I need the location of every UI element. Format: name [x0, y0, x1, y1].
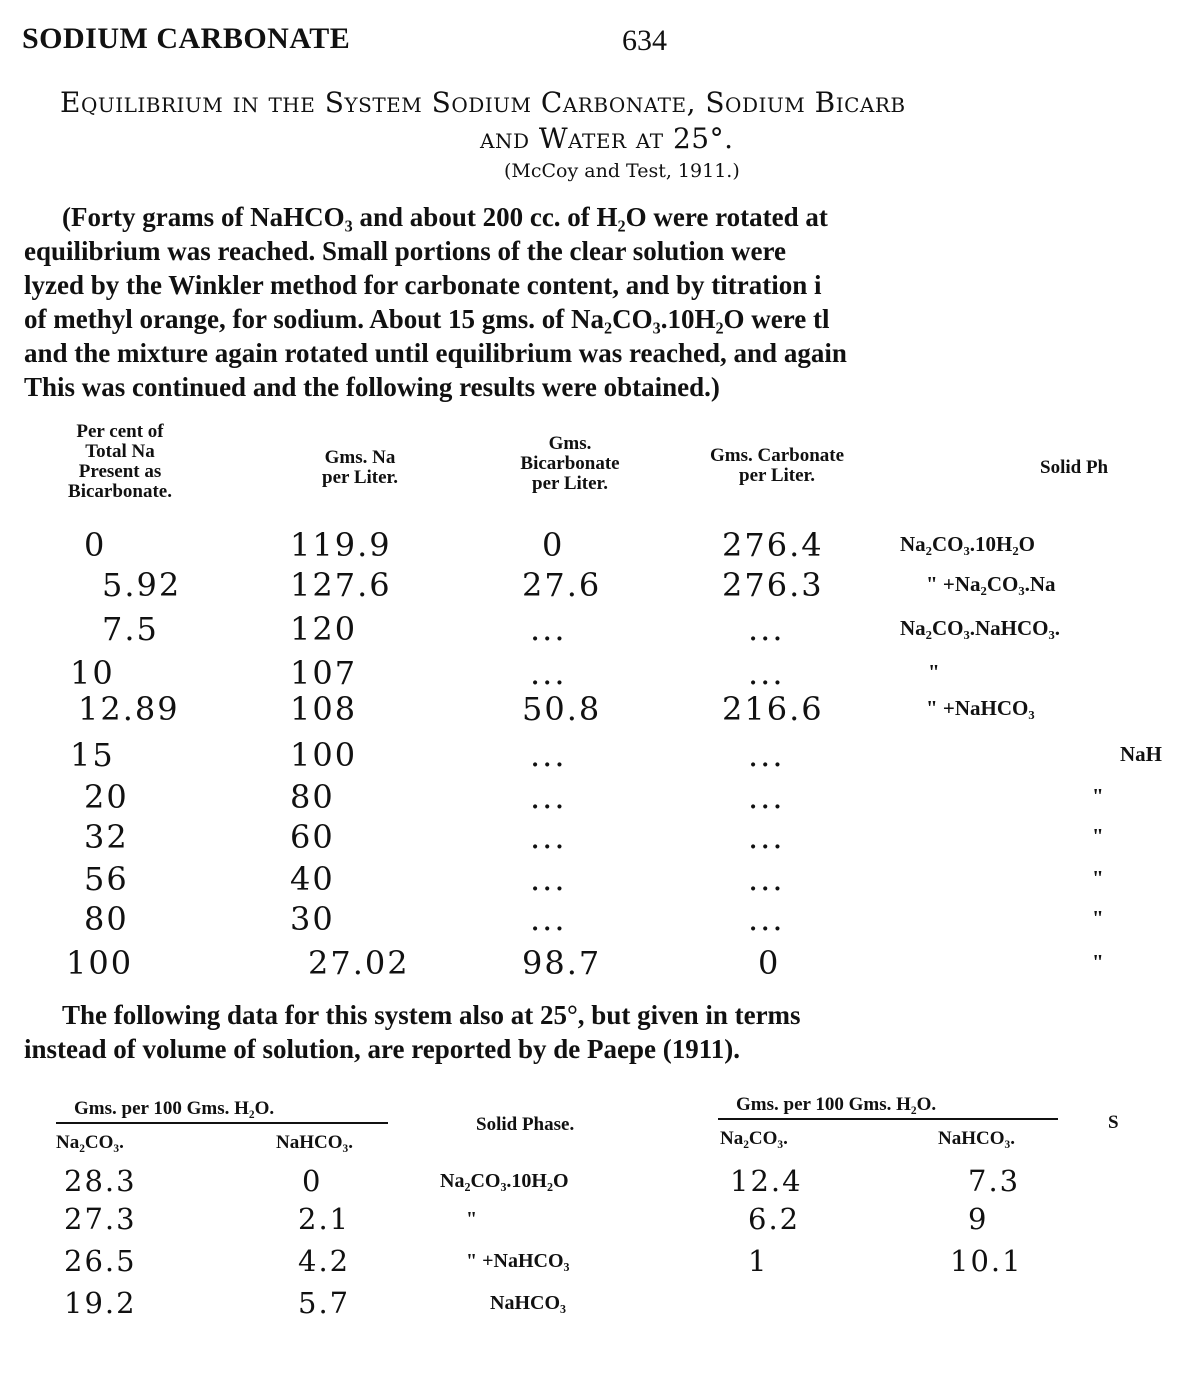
intro-line: of methyl orange, for sodium. About 15 gms. of Na₂CO₃.10H₂O were tl: [24, 304, 830, 334]
cell-carb: ...: [748, 736, 785, 774]
header-line: Present as: [78, 461, 162, 482]
t2-left-a: 28.3: [64, 1164, 137, 1198]
para2-line: The following data for this system also at 25°, but given in terms: [62, 1000, 801, 1030]
t2-right-b: 9: [968, 1202, 989, 1236]
cell-na: 40: [290, 860, 335, 898]
header-line: Gms. Na: [324, 447, 396, 468]
t2-group-header-right: Gms. per 100 Gms. H₂O.: [736, 1094, 937, 1115]
cell-bicarb: ...: [530, 610, 567, 648]
cell-carb: ...: [748, 860, 785, 898]
running-head: SODIUM CARBONATE: [22, 22, 351, 55]
cell-pct: 100: [66, 944, 134, 982]
intro-line: and the mixture again rotated until equilibrium was reached, and again: [24, 338, 847, 368]
cell-phase: NaH: [1120, 742, 1162, 766]
t2-left-phase: Na₂CO₃.10H₂O: [440, 1170, 569, 1192]
t2-col-a-right: Na₂CO₃.: [720, 1128, 788, 1149]
cell-phase: " +Na₂CO₃.Na: [926, 572, 1056, 596]
cell-na: 108: [290, 690, 358, 728]
t2-col-b-left: NaHCO₃.: [276, 1132, 353, 1153]
cell-phase: Na₂CO₃.NaHCO₃.: [900, 616, 1061, 640]
t2-left-b: 5.7: [298, 1286, 351, 1320]
intro-line: equilibrium was reached. Small portions of the clear solution were: [24, 236, 786, 266]
second-paragraph: [24, 998, 801, 1066]
cell-phase: ": [1092, 824, 1104, 848]
cell-pct: 80: [84, 900, 129, 938]
cell-phase: ": [1092, 950, 1104, 974]
t2-left-phase: " +NaHCO₃: [466, 1250, 570, 1272]
header-line: Total Na: [85, 441, 155, 462]
cell-carb: ...: [748, 610, 785, 648]
header-na: [280, 448, 440, 488]
header-phase: Solid Ph: [1040, 457, 1109, 478]
t2-right-a: 1: [748, 1244, 769, 1278]
cell-bicarb: ...: [530, 818, 567, 856]
t2-right-b: 10.1: [950, 1244, 1023, 1278]
cell-carb: 276.3: [722, 566, 824, 604]
header-line: per Liter.: [322, 467, 398, 488]
t2-col-b-right: NaHCO₃.: [938, 1128, 1015, 1149]
cell-phase: ": [1092, 784, 1104, 808]
t2-left-a: 27.3: [64, 1202, 137, 1236]
cell-bicarb: ...: [530, 860, 567, 898]
header-line: Bicarbonate.: [68, 481, 172, 502]
citation: (McCoy and Test, 1911.): [504, 160, 740, 182]
t2-right-a: 12.4: [730, 1164, 803, 1198]
header-line: Gms.: [548, 433, 592, 454]
cell-pct: 32: [84, 818, 129, 856]
cell-bicarb: 98.7: [522, 944, 602, 982]
cell-bicarb: 27.6: [522, 566, 602, 604]
header-pct: [40, 422, 200, 502]
section-title-line1: Equilibrium in the System Sodium Carbonate, Sodium Bicarb: [60, 86, 906, 119]
cell-carb: 216.6: [722, 690, 824, 728]
cell-pct: 20: [84, 778, 129, 816]
header-carb: [672, 446, 882, 486]
cell-phase: ": [928, 660, 940, 684]
cell-bicarb: ...: [530, 778, 567, 816]
cell-na: 100: [290, 736, 358, 774]
t2-left-b: 2.1: [298, 1202, 351, 1236]
cell-pct: 5.92: [102, 566, 182, 604]
header-line: Per cent of: [76, 421, 164, 442]
intro-paragraph: [24, 200, 1124, 404]
t2-col-a-left: Na₂CO₃.: [56, 1132, 124, 1153]
cell-pct: 56: [84, 860, 129, 898]
cell-pct: 15: [70, 736, 115, 774]
t2-right-b: 7.3: [968, 1164, 1021, 1198]
cell-na: 127.6: [290, 566, 392, 604]
cell-na: 107: [290, 654, 358, 692]
page-number: 634: [622, 24, 667, 57]
header-line: Gms. Carbonate: [709, 445, 845, 466]
cell-na: 30: [290, 900, 335, 938]
cell-pct: 12.89: [78, 690, 180, 728]
cell-bicarb: ...: [530, 654, 567, 692]
t2-left-phase: ": [466, 1208, 478, 1230]
intro-line: This was continued and the following results were obtained.): [24, 372, 720, 402]
t2-left-a: 26.5: [64, 1244, 137, 1278]
header-line: per Liter.: [532, 473, 608, 494]
cell-phase: " +NaHCO₃: [926, 696, 1035, 720]
cell-na: 60: [290, 818, 335, 856]
cell-bicarb: 0: [542, 526, 565, 564]
cell-pct: 0: [84, 526, 107, 564]
cell-phase: ": [1092, 906, 1104, 930]
cell-carb: ...: [748, 654, 785, 692]
cell-pct: 7.5: [102, 610, 159, 648]
cell-carb: ...: [748, 778, 785, 816]
cell-na: 27.02: [308, 944, 410, 982]
cell-bicarb: ...: [530, 736, 567, 774]
t2-right-a: 6.2: [748, 1202, 801, 1236]
header-line: Bicarbonate: [520, 453, 620, 474]
intro-line: (Forty grams of NaHCO₃ and about 200 cc. of H₂O were rotated at: [62, 202, 828, 232]
cell-carb: ...: [748, 900, 785, 938]
cell-bicarb: ...: [530, 900, 567, 938]
intro-line: lyzed by the Winkler method for carbonate content, and by titration i: [24, 270, 822, 300]
t2-group-header-left: Gms. per 100 Gms. H₂O.: [74, 1098, 275, 1119]
cell-pct: 10: [70, 654, 115, 692]
para2-line: instead of volume of solution, are reported by de Paepe (1911).: [24, 1034, 740, 1064]
cell-phase: ": [1092, 866, 1104, 890]
cell-carb: 0: [758, 944, 781, 982]
cell-carb: ...: [748, 818, 785, 856]
cell-na: 80: [290, 778, 335, 816]
t2-phase-header: Solid Phase.: [476, 1114, 575, 1135]
cell-phase: Na₂CO₃.10H₂O: [900, 532, 1035, 556]
t2-phase-header-right: S: [1108, 1112, 1119, 1133]
cell-na: 119.9: [290, 526, 392, 564]
header-bicarb: [490, 434, 650, 494]
cell-bicarb: 50.8: [522, 690, 602, 728]
t2-left-b: 4.2: [298, 1244, 351, 1278]
t2-left-b: 0: [302, 1164, 323, 1198]
section-title-line2: and Water at 25°.: [480, 122, 734, 155]
t2-left-phase: NaHCO₃: [490, 1292, 566, 1314]
cell-na: 120: [290, 610, 358, 648]
header-line: per Liter.: [739, 465, 815, 486]
cell-carb: 276.4: [722, 526, 824, 564]
t2-left-a: 19.2: [64, 1286, 137, 1320]
